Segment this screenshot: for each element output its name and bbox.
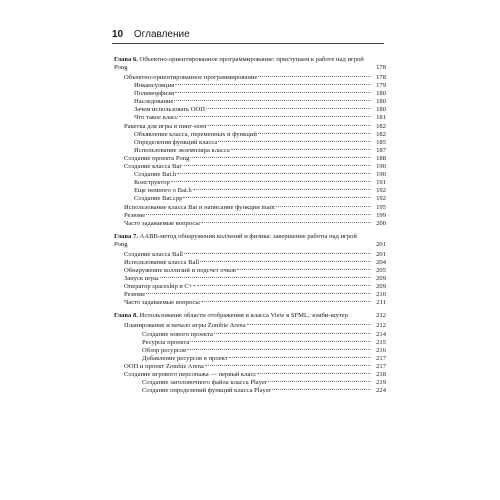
toc-entry <box>114 204 386 212</box>
dot-leader <box>257 373 371 374</box>
toc-entry <box>114 275 386 283</box>
toc-entry <box>114 355 386 363</box>
dot-leader <box>208 125 371 126</box>
chapter-title: Использование области отображения и класса View в SFML; зомби-шутер <box>137 312 349 320</box>
dot-leader <box>171 181 371 182</box>
dot-leader <box>187 349 371 350</box>
dot-leader <box>190 341 371 342</box>
toc-entry <box>114 131 386 139</box>
toc-entry <box>114 114 386 122</box>
dot-leader <box>200 261 371 262</box>
entry-title: Часто задаваемые вопросы <box>124 219 200 227</box>
toc-entry <box>114 139 386 147</box>
entry-title: Добавление ресурсов в проект <box>142 354 228 362</box>
dot-leader <box>201 301 371 302</box>
entry-page: 182 <box>376 122 386 130</box>
entry-page: 219 <box>376 379 386 387</box>
entry-page: 182 <box>376 130 386 138</box>
entry-page: 209 <box>376 283 386 291</box>
toc-entry <box>114 371 386 379</box>
page-header <box>112 29 384 43</box>
dot-leader <box>272 389 371 390</box>
chapter-number: Глава 7. <box>114 232 138 240</box>
chapter-heading <box>114 56 386 72</box>
toc-entry <box>114 187 386 195</box>
entry-title: Еще немного о Bat.h <box>134 187 192 195</box>
toc-entry <box>114 331 386 339</box>
entry-page: 224 <box>376 387 386 395</box>
toc-entry <box>114 171 386 179</box>
entry-page: 217 <box>376 362 386 370</box>
dot-leader <box>175 84 371 85</box>
toc-entry <box>114 259 386 267</box>
entry-title: Создание определений функций класса Player <box>142 387 271 395</box>
entry-page: 209 <box>376 275 386 283</box>
toc-entry <box>114 220 386 228</box>
entry-page: 192 <box>376 195 386 203</box>
dot-leader <box>206 108 371 109</box>
entry-page: 190 <box>376 171 386 179</box>
entry-page: 195 <box>376 203 386 211</box>
chapter-number: Глава 8. <box>114 312 138 320</box>
entry-title: Резюме <box>124 291 146 299</box>
entry-page: 216 <box>376 346 386 354</box>
toc-entry <box>114 291 386 299</box>
dot-leader <box>276 206 371 207</box>
dot-leader <box>258 133 371 134</box>
entry-title: Инкапсуляция <box>134 82 175 90</box>
entry-page: 180 <box>376 106 386 114</box>
entry-page: 179 <box>376 82 386 90</box>
entry-page: 217 <box>376 354 386 362</box>
entry-title: Использование класса Bat и написание функции main <box>124 203 275 211</box>
dot-leader <box>214 333 371 334</box>
entry-page: 211 <box>376 299 386 307</box>
entry-title: Создание класса Ball <box>124 250 184 258</box>
chapter-page: 178 <box>376 64 386 71</box>
running-title: Оглавление <box>133 29 190 40</box>
toc-entry <box>114 90 386 98</box>
entry-title: Создание заголовочного файла класса Player <box>142 379 268 387</box>
dot-leader <box>182 165 371 166</box>
dot-leader <box>146 293 371 294</box>
entry-title: Резюме <box>124 211 146 219</box>
entry-title: Конструктор <box>134 179 170 187</box>
entry-page: 180 <box>376 90 386 98</box>
entry-page: 214 <box>376 330 386 338</box>
entry-title: Обнаружение коллизий и подсчет очков <box>124 266 236 274</box>
toc-entry <box>114 195 386 203</box>
entry-page: 201 <box>376 250 386 258</box>
entry-title: Создание игрового персонажа — первый класс <box>124 371 257 378</box>
toc-entry <box>114 322 386 330</box>
chapter-title: AABB-метод обнаружения коллизий и физика: завершение работы над игрой Pong <box>114 232 357 248</box>
toc-entry <box>114 299 386 307</box>
entry-page: 181 <box>376 114 386 122</box>
entry-title: Оператор spaceship в C++ <box>124 283 197 291</box>
dot-leader <box>175 92 371 93</box>
entry-title: Часто задаваемые вопросы <box>124 299 200 307</box>
entry-page: 180 <box>376 98 386 106</box>
chapter-heading <box>114 312 386 320</box>
entry-title: Создание Bat.cpp <box>134 195 183 203</box>
toc-entry <box>114 98 386 106</box>
dot-leader <box>229 357 371 358</box>
dot-leader <box>197 285 371 286</box>
toc-entry <box>114 251 386 259</box>
toc-entry <box>114 74 386 82</box>
entry-title: Полиморфизм <box>134 90 175 98</box>
toc-entry <box>114 363 386 371</box>
dot-leader <box>160 277 371 278</box>
entry-page: 185 <box>376 138 386 146</box>
entry-page: 199 <box>376 211 386 219</box>
toc-entry <box>114 283 386 291</box>
entry-title: ООП и проект Zombie Arena <box>124 362 204 370</box>
entry-page: 212 <box>376 322 386 330</box>
dot-leader <box>268 381 371 382</box>
entry-title: Объявление класса, переменных и функций <box>134 130 257 138</box>
page-number: 10 <box>112 29 124 40</box>
entry-page: 205 <box>376 266 386 274</box>
dot-leader <box>146 214 371 215</box>
dot-leader <box>193 189 371 190</box>
entry-title: Ресурсы проекта <box>142 338 190 346</box>
dot-leader <box>205 365 371 366</box>
entry-page: 190 <box>376 163 386 171</box>
entry-title: Использование экземпляра класса <box>134 146 230 154</box>
dot-leader <box>247 324 371 325</box>
dot-leader <box>237 269 371 270</box>
entry-title: Определения функций класса <box>134 138 218 146</box>
dot-leader <box>177 173 371 174</box>
toc-entry <box>114 179 386 187</box>
toc-entry <box>114 163 386 171</box>
entry-title: Использование класса Ball <box>124 258 200 266</box>
entry-page: 178 <box>376 74 386 81</box>
toc-entry <box>114 123 386 131</box>
entry-page: 200 <box>376 219 386 227</box>
dot-leader <box>174 100 371 101</box>
dot-leader <box>231 149 371 150</box>
chapter-title: Объектно-ориентированное программирование: приступаем к работе над игрой Pong <box>114 56 364 71</box>
entry-title: Планирование и начало игры Zombie Arena <box>124 322 246 330</box>
chapter-heading <box>114 233 386 249</box>
entry-page: 191 <box>376 179 386 187</box>
entry-title: Объектно-ориентированное программирование <box>124 74 258 81</box>
header-rule <box>112 43 384 44</box>
entry-title: Создание Bat.h <box>134 171 177 179</box>
table-of-contents <box>114 56 386 395</box>
entry-page: 215 <box>376 338 386 346</box>
dot-leader <box>218 141 371 142</box>
entry-title: Создание класса Bat <box>124 163 182 171</box>
entry-page: 218 <box>376 371 386 378</box>
toc-entry <box>114 155 386 163</box>
toc-entry <box>114 106 386 114</box>
entry-title: Зачем использовать ООП <box>134 106 205 114</box>
entry-page: 188 <box>376 154 386 162</box>
entry-page: 192 <box>376 187 386 195</box>
entry-title: Создание нового проекта <box>142 330 213 338</box>
entry-title: Обзор ресурсов <box>142 346 187 354</box>
entry-page: 187 <box>376 146 386 154</box>
dot-leader <box>179 116 371 117</box>
entry-page: 204 <box>376 258 386 266</box>
entry-title: Что такое класс <box>134 114 179 122</box>
toc-entry <box>114 347 386 355</box>
toc-entry <box>114 379 386 387</box>
entry-title: Запуск игры <box>124 275 159 283</box>
chapter-number: Глава 6. <box>114 56 138 63</box>
entry-title: Создание проекта Pong <box>124 154 190 162</box>
dot-leader <box>183 197 371 198</box>
chapter-page: 201 <box>376 240 386 248</box>
chapter-page: 212 <box>376 312 386 320</box>
toc-entry <box>114 212 386 220</box>
toc-entry <box>114 387 386 395</box>
entry-title: Наследование <box>134 98 174 106</box>
toc-entry <box>114 339 386 347</box>
dot-leader <box>190 157 371 158</box>
toc-entry <box>114 82 386 90</box>
entry-title: Ракетка для игры в пинг-понг <box>124 122 208 130</box>
toc-entry <box>114 267 386 275</box>
dot-leader <box>184 253 371 254</box>
dot-leader <box>258 76 371 77</box>
entry-page: 210 <box>376 291 386 299</box>
dot-leader <box>201 222 371 223</box>
toc-entry <box>114 147 386 155</box>
